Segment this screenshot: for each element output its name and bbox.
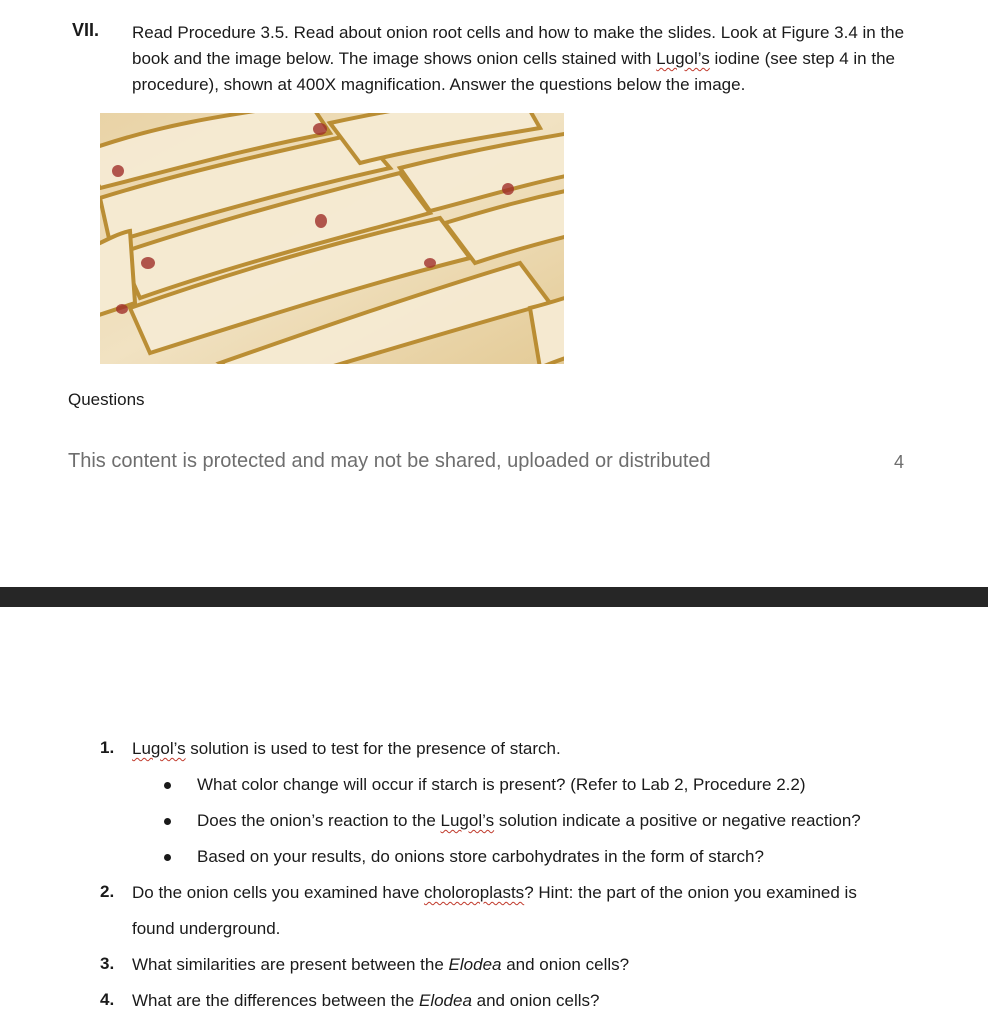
question-4-number: 4. [100, 990, 115, 1009]
question-2: Do the onion cells you examined have choloroplasts? Hint: the part of the onion you examined is [132, 883, 857, 902]
questions-heading: Questions [68, 390, 145, 409]
protected-notice: This content is protected and may not be shared, uploaded or distributed [68, 450, 711, 472]
page-5 [0, 607, 988, 1024]
spellcheck-word: Lugol’s [656, 49, 710, 68]
question-2-number: 2. [100, 882, 115, 901]
bullet-icon [164, 782, 171, 789]
question-1-number: 1. [100, 738, 115, 757]
onion-cells-micrograph [100, 113, 564, 364]
page-number: 4 [894, 452, 905, 472]
question-1: Lugol’s solution is used to test for the presence of starch. [132, 739, 561, 758]
question-1-bullet-1: What color change will occur if starch is present? (Refer to Lab 2, Procedure 2.2) [197, 775, 806, 794]
bullet-icon [164, 818, 171, 825]
page-separator [0, 587, 988, 607]
question-3: What similarities are present between the Elodea and onion cells? [132, 955, 630, 974]
question-1-bullet-2: Does the onion’s reaction to the Lugol’s solution indicate a positive or negative reaction? [197, 811, 861, 830]
question-1-bullet-3: Based on your results, do onions store carbohydrates in the form of starch? [197, 847, 764, 866]
question-4: What are the differences between the Elodea and onion cells? [132, 991, 600, 1010]
question-3-number: 3. [100, 954, 115, 973]
spellcheck-word: choloroplasts [424, 883, 525, 902]
section-intro: Read Procedure 3.5. Read about onion root cells and how to make the slides. Look at Figure 3.4 in the book and the image below. The image shows onion cells stained with Lugol’s iodine (see step 4 in the procedure), shown at 400X magnification. Answer the questions below the image. [132, 23, 905, 94]
question-2-line-2: found underground. [132, 919, 281, 938]
bullet-icon [164, 854, 171, 861]
spellcheck-word: Lugol’s [440, 811, 495, 830]
section-number: VII. [72, 20, 100, 40]
spellcheck-word: Lugol’s [132, 739, 186, 758]
